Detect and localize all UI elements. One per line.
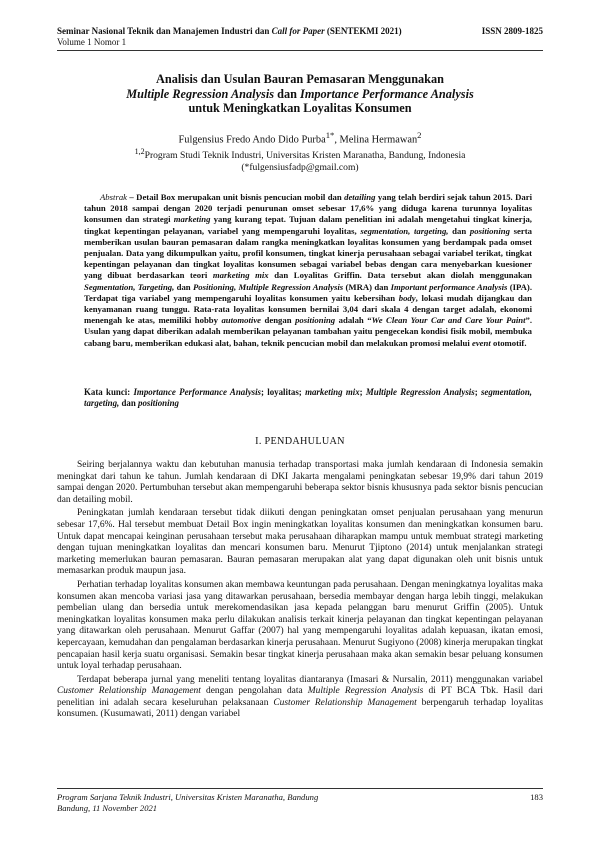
footer-date: Bandung, 11 November 2021 — [57, 802, 158, 813]
abstract-label: Abstrak — [100, 192, 128, 202]
title-line-3: untuk Meningkatkan Loyalitas Konsumen — [188, 101, 412, 116]
author-names: Fulgensius Fredo Ando Dido Purba$^{1*}$, Melina Hermawan$^2$ — [178, 130, 422, 146]
author-affiliation: $^{1,2}$Program Studi Teknik Industri, Universitas Kristen Maranatha, Bandung, Indonesia — [134, 147, 466, 162]
conference-name: Seminar Nasional Teknik dan Manajemen Industri dan Call for Paper (SENTEKMI 2021) — [57, 26, 402, 36]
keywords-label: Kata kunci: — [84, 387, 131, 397]
footer-program: Program Sarjana Teknik Industri, Universitas Kristen Maranatha, Bandung — [57, 792, 319, 802]
page-footer — [57, 792, 543, 814]
paper-title — [57, 72, 543, 116]
author-block — [57, 130, 543, 173]
paragraph: Perhatian terhadap loyalitas konsumen akan membawa keuntungan pada perusahaan. Dengan meningkatnya loyalitas maka konsumen akan mencoba variasi jasa yang ditawarkan perusahaan, bersedia membayar dengan harga lebih tinggi, melakukan pembelian ulang dan bersedia untuk merekomendasikan jasa kepada pelanggan baru menurut Griffin (2005). Untuk meningkatkan loyalitas konsumen maka perlu dilakukan analisis terkait kinerja pelayanan dan tingkat kepentingan pelayanan yang ditawarkan oleh perusahaan. Menurut Gaffar (2007) hal yang mempengaruhi loyalitas adalah kepuasan, ikatan emosi, kepercayaan, kemudahan dan pengalaman berdasarkan kinerja perusahaan. Menurut Sugiyono (2008) kinerja merupakan tingkat pencapaian hasil kerja suatu organisasi. Semakin besar tingkat kinerja perusahaan maka akan semakin besar peluang konsumen untuk loyal terhadap perusahaan. — [57, 579, 543, 672]
volume-number: Volume 1 Nomor 1 — [57, 36, 127, 47]
header-divider — [57, 50, 543, 51]
footer-divider — [57, 788, 543, 789]
title-line-2: Multiple Regression Analysis dan Importance Performance Analysis — [126, 86, 474, 101]
body-text — [57, 460, 543, 721]
section-heading: I. PENDAHULUAN — [255, 436, 345, 447]
author-email: (*fulgensiusfadp@gmail.com) — [241, 161, 359, 173]
page-header — [57, 26, 543, 47]
paragraph: Peningkatan jumlah kendaraan tersebut tidak diikuti dengan peningkatan omset penjualan perusahaan yang menurun sebesar 17,6%. Hal tersebut membuat Detail Box ingin meningkatkan loyalitas konsumen dan meningkatkan konsumen baru. Untuk dapat mencapai keinginan perusahaan tersebut maka perusahaan diharapkan mampu untuk membuat strategi marketing dengan tujuan meningkatkan loyalitas dan mencari konsumen baru. Menurut Tjiptono (2014) untuk menjalankan strategi marketing memerlukan bauran pemasaran. Bauran pemasaran merupakan alat yang dapat digunakan oleh unit bisnis untuk memasarkan produk maupun jasa. — [57, 508, 543, 577]
title-line-1: Analisis dan Usulan Bauran Pemasaran Menggunakan — [155, 72, 445, 86]
page-number: 183 — [530, 792, 543, 802]
paragraph: Terdapat beberapa jurnal yang meneliti tentang loyalitas diantaranya (Imasari & Nursalin, 2011) menggunakan variabel Customer Relationship Management dengan pengolahan data Multiple Regression Analysis di PT BCA Tbk. Hasil dari penelitian ini adalah secara keseluruhan pelaksanaan Customer Relationship Management berpengaruh terhadap loyalitas konsumen. (Kusumawati, 2011) dengan variabel — [57, 674, 543, 720]
keywords: Kata kunci: Importance Performance Analysis; loyalitas; marketing mix; Multiple Regression Analysis; segmentation, targeting, dan positioning — [84, 387, 532, 409]
paragraph: Seiring berjalannya waktu dan kebutuhan manusia terhadap transportasi maka jumlah kendaraan di Indonesia semakin meningkat dari tahun ke tahun. Jumlah kendaraan di DKI Jakarta mengalami peningkatan sebesar 19,9% dari tahun 2019 sampai dengan 2020. Pertumbuhan tersebut akan mempengaruhi beberapa sektor bisnis khususnya pada sektor bisnis pencucian dan detailing mobil. — [57, 460, 543, 505]
issn: ISSN 2809-1825 — [481, 26, 543, 36]
abstract: Abstrak – Detail Box merupakan unit bisnis pencucian mobil dan detailing yang telah berdiri sejak tahun 2015. Dari tahun 2018 sampai dengan 2020 terjadi penurunan omset sebesar 17,6% yang diduga karena turunnya loyalitas konsumen dan strategi marketing yang kurang tepat. Tujuan dalam penelitian ini adalah mengetahui tingkat kinerja, tingkat kepentingan pelayanan, variabel yang mempengaruhi loyalitas, segmentation, targeting, dan positioning serta memberikan usulan bauran pemasaran dalam rangka meningkatkan loyalitas konsumen yang berdampak pada omset penjualan. Data yang dikumpulkan yaitu, profil konsumen, tingkat kinerja perusahaan sebagai variabel terikat, tingkat kepentingan pelayanan dan tingkat loyalitas konsumen sebagai variabel bebas dengan cara menyebarkan kuesioner yang dibuat berdasarkan teori marketing mix dan Loyalitas Griffin. Data tersebut akan diolah menggunakan Segmentation, Targeting, dan Positioning, Multiple Regression Analysis (MRA) dan Important performance Analysis (IPA). Terdapat tiga variabel yang mempengaruhi loyalitas konsumen yaitu kebersihan body, lokasi mudah dijangkau dan kenyamanan ruang tunggu. Rata-rata loyalitas konsumen bernilai 3,04 dari skala 4 dengan target adalah, ekonomi menengah ke atas, memiliki hobby automotive dengan positioning adalah “We Clean Your Car and Care Your Paint”. Usulan yang dapat diberikan adalah memberikan pelayanan tambahan yaitu pengecekan kondisi fisik mobil, membuka cabang baru, memberikan edukasi alat, bahan, teknik pencucian mobil dan melakukan promosi melalui event otomotif. — [84, 192, 532, 348]
